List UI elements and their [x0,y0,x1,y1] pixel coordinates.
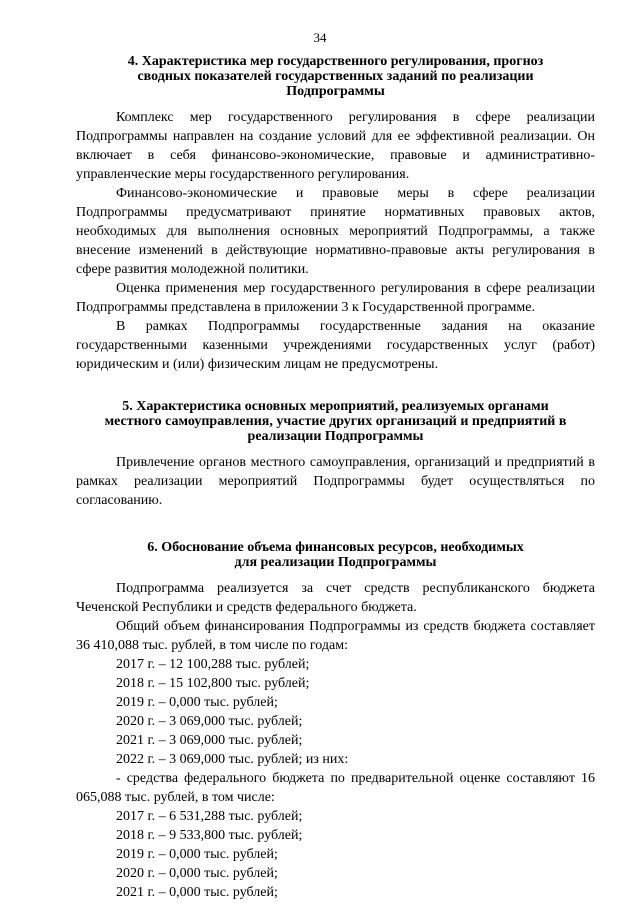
section-5-heading [76,399,595,444]
list-item: 2022 г. – 3 069,000 тыс. рублей; из них: [116,752,349,767]
heading-line: 5. Характеристика основных мероприятий, реализуемых органами [122,399,549,414]
section-4-heading [76,54,595,99]
list-item: 2017 г. – 12 100,288 тыс. рублей; [116,657,310,672]
list-item: 2021 г. – 0,000 тыс. рублей; [116,885,278,900]
list-item: 2020 г. – 0,000 тыс. рублей; [116,866,278,881]
total-funding-by-year-list [76,655,595,769]
paragraph: Финансово-экономические и правовые меры в сфере реализации Подпрограммы предусматривают принятие нормативных правовых актов, необходимых для выполнения основных мероприятий Подпрограммы, а также внесение изменений в действующие нормативно-правовые акты регулирования в сфере развития молодежной политики. [76,186,595,277]
paragraph: В рамках Подпрограммы государственные задания на оказание государственными казенными учреждениями государственных услуг (работ) юридическим и (или) физическим лицам не предусмотрены. [76,319,595,372]
heading-line: Подпрограммы [286,84,385,99]
heading-line: местного самоуправления, участие других организаций и предприятий в [104,414,567,429]
section-6-heading [76,540,595,570]
page-number: 34 [313,30,327,45]
list-item: 2020 г. – 3 069,000 тыс. рублей; [116,714,303,729]
paragraph: Привлечение органов местного самоуправления, организаций и предприятий в рамках реализации мероприятий Подпрограммы будет осуществляться по согласованию. [76,455,595,508]
list-item: 2019 г. – 0,000 тыс. рублей; [116,847,278,862]
list-item: 2018 г. – 9 533,800 тыс. рублей; [116,828,303,843]
page-content [76,54,595,902]
paragraph: Общий объем финансирования Подпрограммы из средств бюджета составляет 36 410,088 тыс. рублей, в том числе по годам: [76,619,595,653]
list-item: 2018 г. – 15 102,800 тыс. рублей; [116,676,310,691]
list-item: 2017 г. – 6 531,288 тыс. рублей; [116,809,303,824]
paragraph: Комплекс мер государственного регулирования в сфере реализации Подпрограммы направлен на создание условий для ее эффективной реализации. Он включает в себя финансово-экономические, правовые и административно-управленческие меры государственного регулирования. [76,110,595,182]
heading-line: реализации Подпрограммы [247,429,424,444]
heading-line: 6. Обоснование объема финансовых ресурсов, необходимых [147,540,524,555]
heading-line: 4. Характеристика мер государственного регулирования, прогноз [127,54,544,69]
heading-line: для реализации Подпрограммы [234,555,437,570]
federal-funding-by-year-list [76,807,595,902]
list-item: 2021 г. – 3 069,000 тыс. рублей; [116,733,303,748]
paragraph: Подпрограмма реализуется за счет средств республиканского бюджета Чеченской Республики и средств федерального бюджета. [76,581,595,615]
list-item: 2019 г. – 0,000 тыс. рублей; [116,695,278,710]
paragraph: Оценка применения мер государственного регулирования в сфере реализации Подпрограммы представлена в приложении 3 к Государственной программе. [76,281,595,315]
paragraph: - средства федерального бюджета по предварительной оценке составляют 16 065,088 тыс. рублей, в том числе: [76,771,595,805]
heading-line: сводных показателей государственных заданий по реализации [137,69,534,84]
